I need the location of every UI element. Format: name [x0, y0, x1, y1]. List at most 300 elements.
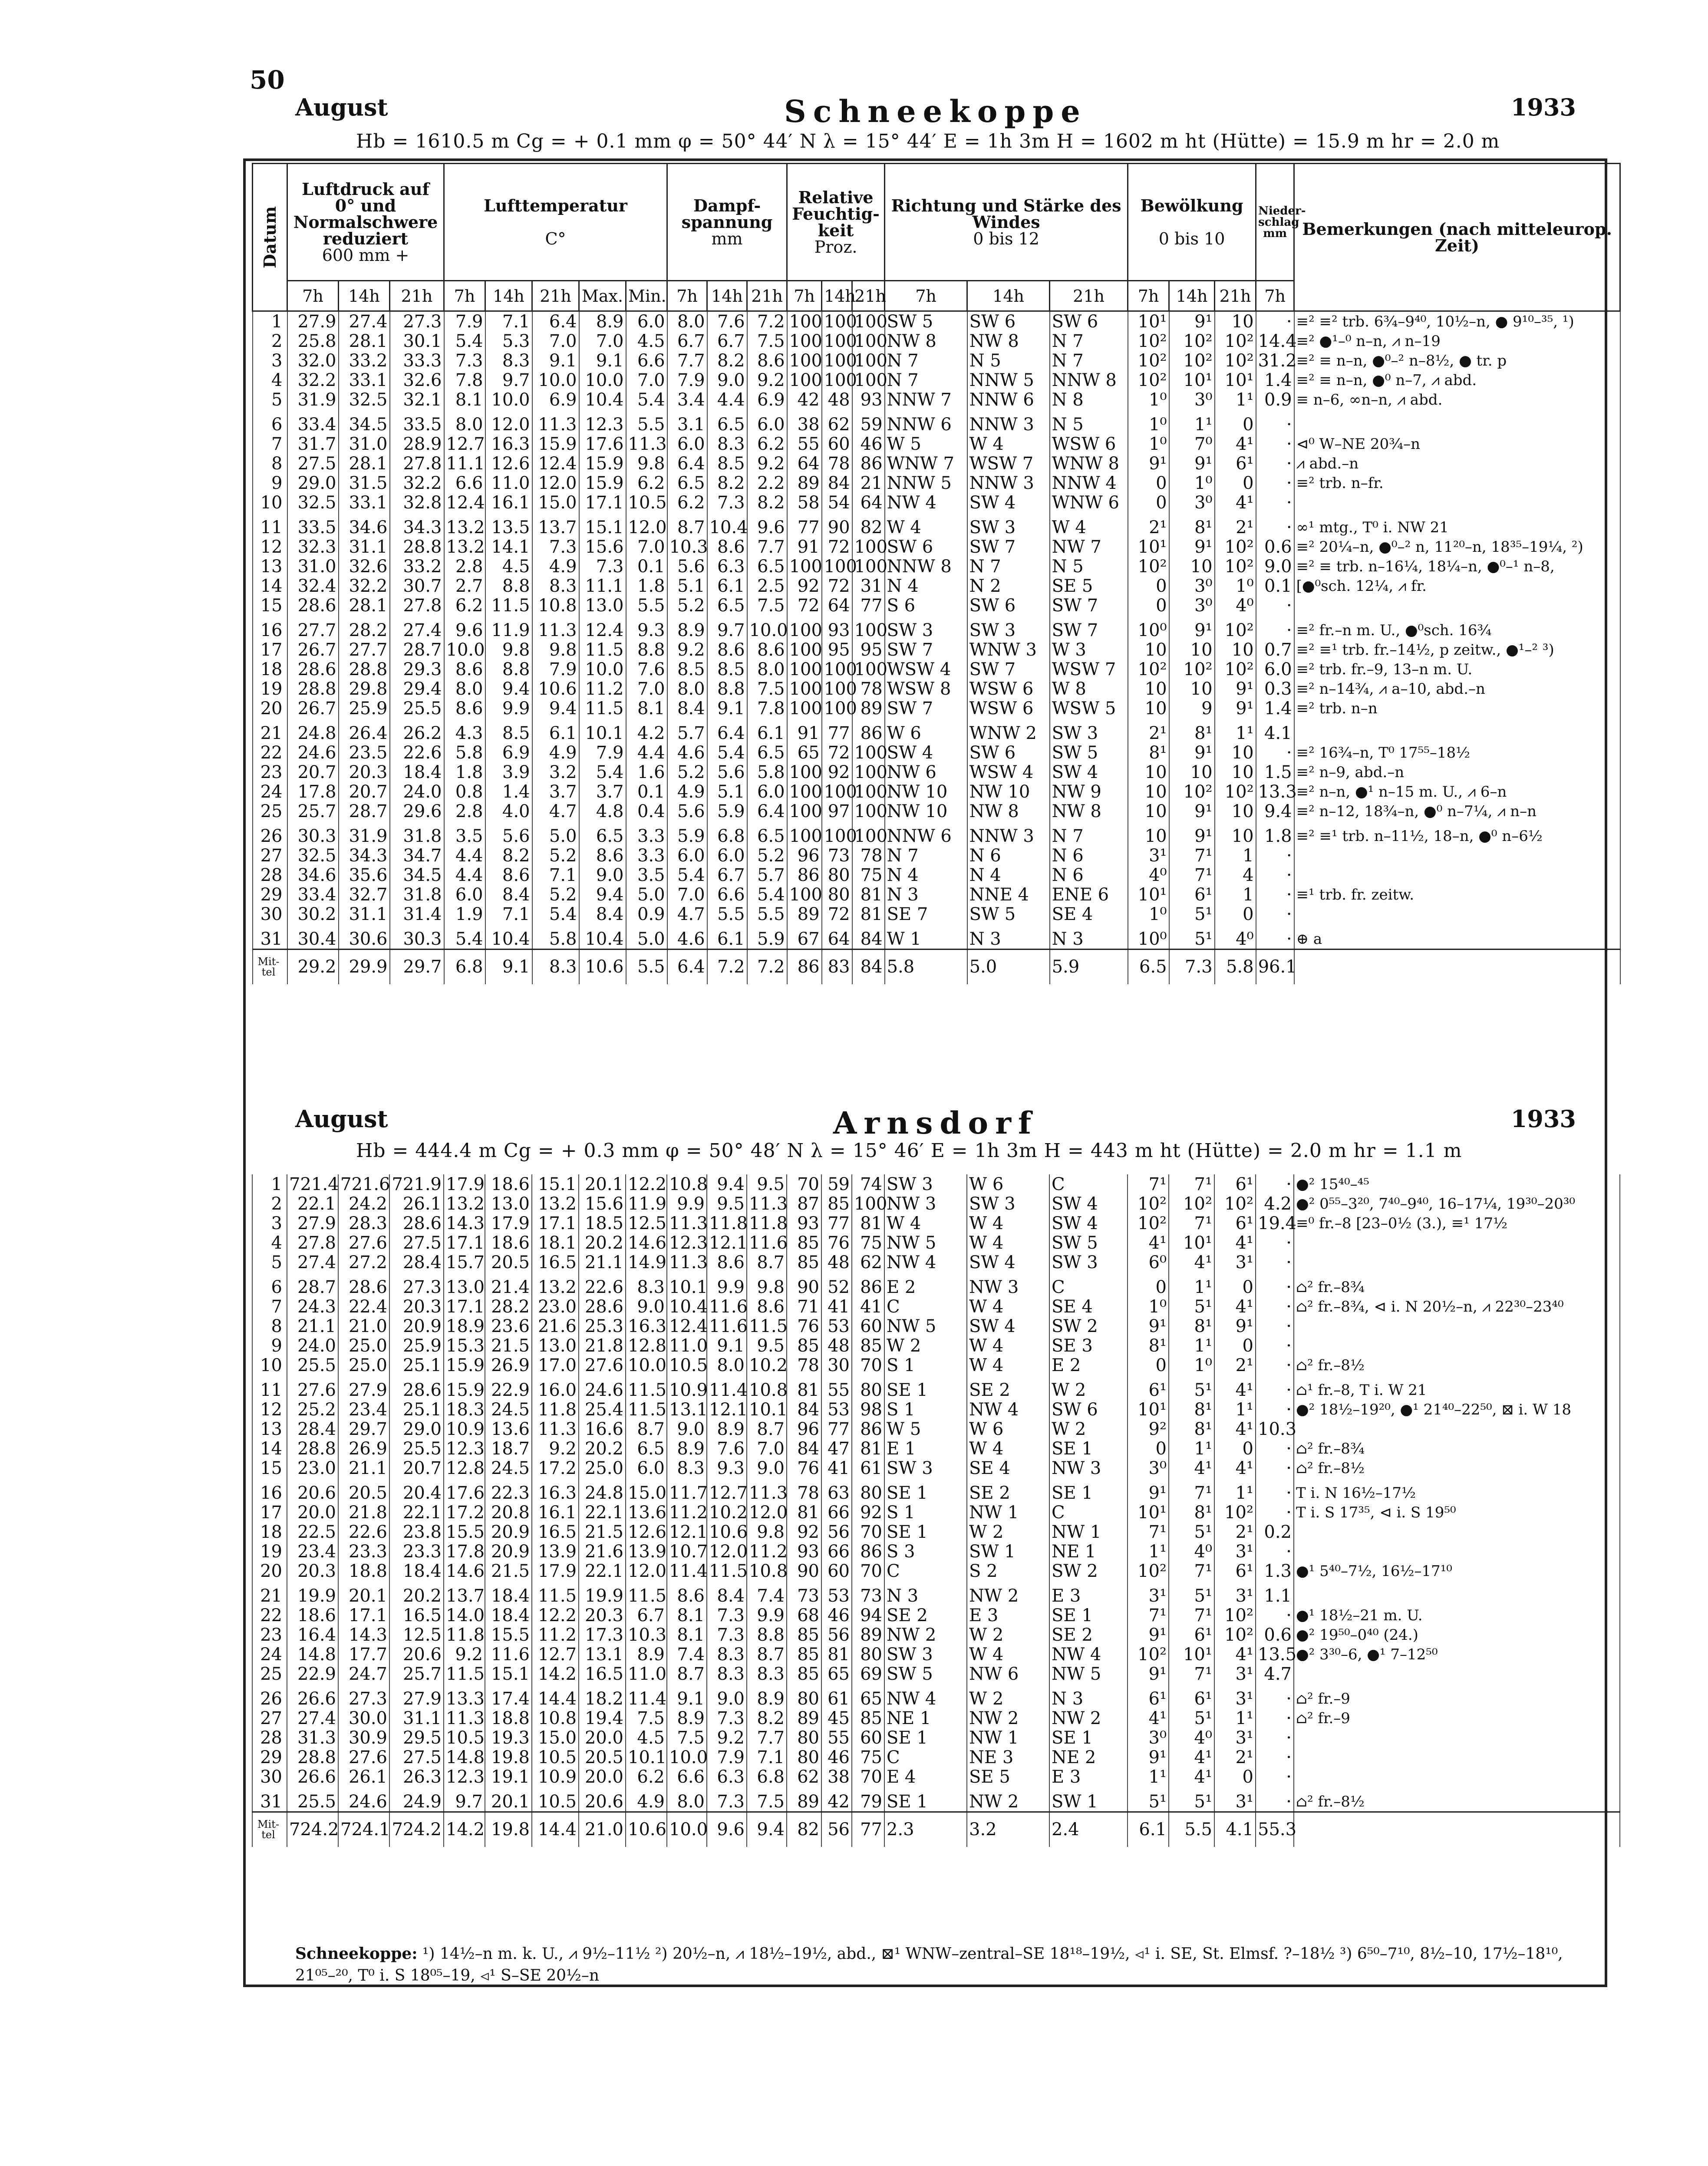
table-cell: 10² — [1169, 351, 1215, 370]
table-cell: 10.1 — [747, 1400, 787, 1419]
table-cell: 0.6 — [1256, 1625, 1294, 1645]
table-cell: 11.0 — [667, 1336, 707, 1355]
table-cell: 9.4 — [485, 679, 532, 699]
table-cell: 17.9 — [532, 1561, 579, 1581]
table-cell: 14.6 — [444, 1561, 485, 1581]
table-cell: 0 — [1128, 576, 1169, 596]
table-cell: 9.2 — [707, 1728, 747, 1747]
table-cell: 6.5 — [747, 821, 787, 846]
table-cell: 12.6 — [626, 1522, 667, 1542]
table-cell: 8.2 — [747, 493, 787, 512]
remark-cell — [1294, 493, 1620, 512]
table-cell: NW 1 — [1049, 1522, 1128, 1542]
table-cell: 0 — [1215, 473, 1256, 493]
table-cell: · — [1256, 1336, 1294, 1355]
table-cell: 25.5 — [287, 1787, 338, 1812]
table-cell: 25.7 — [389, 1664, 444, 1684]
table-cell: 21.1 — [338, 1458, 389, 1478]
date-cell: 1 — [252, 1174, 287, 1194]
table-cell: 19.4 — [579, 1708, 626, 1728]
remark-cell: ●² 19⁵⁰–0⁴⁰ (24.) — [1294, 1625, 1620, 1645]
table-cell: · — [1256, 1233, 1294, 1253]
table-cell: 3.2 — [967, 1812, 1049, 1847]
table-cell: 13.9 — [626, 1542, 667, 1561]
table-cell: 20.0 — [287, 1503, 338, 1522]
table-cell: 30.3 — [390, 924, 444, 949]
table-cell: 7.5 — [747, 679, 787, 699]
table-cell: 4¹ — [1169, 1767, 1214, 1787]
table-cell: NW 4 — [884, 1253, 967, 1272]
table-cell: 8.6 — [747, 351, 787, 370]
table-cell: 17.7 — [338, 1645, 389, 1664]
table-cell: 84 — [787, 1439, 821, 1458]
table-cell: 76 — [821, 1233, 852, 1253]
table-cell: 34.3 — [339, 846, 390, 865]
table-cell: SE 2 — [1049, 1625, 1128, 1645]
table-cell: 9.9 — [667, 1194, 707, 1213]
table-cell: 5.6 — [707, 762, 747, 782]
col-luftdruck — [287, 164, 444, 281]
table-cell: 100 — [787, 801, 822, 821]
table-cell: 100 — [852, 537, 885, 557]
table-cell: 100 — [787, 640, 822, 659]
table-cell: NW 5 — [884, 1233, 967, 1253]
table-cell: 8¹ — [1169, 718, 1215, 743]
table-cell: 17.1 — [444, 1297, 485, 1316]
table-cell: 86 — [787, 865, 822, 885]
table-cell: SW 3 — [885, 615, 967, 640]
table-cell: 6.8 — [707, 821, 747, 846]
table-cell: 62 — [852, 1253, 884, 1272]
table-cell: 8.0 — [747, 659, 787, 679]
table-cell: WNW 3 — [967, 640, 1050, 659]
table-cell: 34.3 — [390, 512, 444, 537]
table-cell: 14.4 — [532, 1684, 579, 1708]
table-cell: SW 4 — [1050, 762, 1128, 782]
table-row — [252, 1664, 1620, 1684]
table-cell: 18.3 — [444, 1400, 485, 1419]
table-cell: 7.5 — [626, 1708, 667, 1728]
table-cell: 100 — [852, 743, 885, 762]
table-cell: W 2 — [884, 1336, 967, 1355]
table-cell: 4.4 — [707, 390, 747, 409]
table-cell: 7¹ — [1169, 1561, 1214, 1581]
table-cell: C — [884, 1747, 967, 1767]
table-cell: 8.1 — [626, 699, 667, 718]
table-cell: 26.3 — [389, 1767, 444, 1787]
table-cell: 11.8 — [532, 1400, 579, 1419]
table-cell: 34.7 — [390, 846, 444, 865]
station-title: Arnsdorf — [833, 1105, 1039, 1141]
time-header-cell: 14h — [822, 281, 852, 311]
table-cell: 7.9 — [579, 743, 626, 762]
table-cell: W 5 — [884, 1419, 967, 1439]
footnote — [295, 1943, 1598, 1987]
table-cell: 38 — [787, 409, 822, 434]
table-cell: SW 4 — [967, 1253, 1049, 1272]
table-cell: 11.6 — [485, 1645, 532, 1664]
table-cell: 18.2 — [579, 1684, 626, 1708]
table-cell: 42 — [821, 1787, 852, 1812]
table-cell: 7.9 — [707, 1747, 747, 1767]
table-cell: 28.4 — [287, 1419, 338, 1439]
table-cell: 6.5 — [1128, 949, 1169, 984]
table-cell: 6⁰ — [1128, 1253, 1169, 1272]
table-cell: 10¹ — [1128, 537, 1169, 557]
table-cell: 29.3 — [390, 659, 444, 679]
table-cell: 8.5 — [667, 659, 707, 679]
table-cell: 5.4 — [444, 331, 485, 351]
table-cell: 8.5 — [707, 659, 747, 679]
table-cell: 85 — [852, 1708, 884, 1728]
table-cell: 32.6 — [390, 370, 444, 390]
table-cell: 85 — [787, 1336, 821, 1355]
table-cell: 31.4 — [390, 904, 444, 924]
table-cell: 46 — [852, 434, 885, 454]
table-cell: 3⁰ — [1128, 1728, 1169, 1747]
table-cell: 6.3 — [707, 557, 747, 576]
table-cell: 29.6 — [390, 801, 444, 821]
table-cell: 1⁰ — [1215, 576, 1256, 596]
table-cell: 2¹ — [1214, 1747, 1256, 1767]
table-cell: 34.5 — [339, 409, 390, 434]
table-cell: 73 — [852, 1581, 884, 1606]
table-cell: · — [1256, 1767, 1294, 1787]
table-row — [252, 1194, 1620, 1213]
table-cell: 6.7 — [626, 1606, 667, 1625]
table-cell: 4¹ — [1214, 1458, 1256, 1478]
table-cell: 9¹ — [1128, 1747, 1169, 1767]
table-cell: 12.7 — [707, 1478, 747, 1503]
bewoelkung-unit: 0 bis 10 — [1158, 229, 1225, 248]
table-cell: SE 2 — [967, 1375, 1049, 1400]
remark-cell: ≡² 16¾–n, T⁰ 17⁵⁵–18½ — [1294, 743, 1620, 762]
table-cell: 80 — [852, 1478, 884, 1503]
table-cell: 17.3 — [579, 1625, 626, 1645]
table-cell: SW 4 — [967, 493, 1050, 512]
table-cell: 18.1 — [532, 1233, 579, 1253]
table-cell: 84 — [822, 473, 852, 493]
table-cell: 23.3 — [389, 1542, 444, 1561]
table-cell: 100 — [852, 370, 885, 390]
table-cell: 8.2 — [747, 1708, 787, 1728]
table-cell: 8.3 — [707, 1645, 747, 1664]
table-cell: · — [1256, 1478, 1294, 1503]
table-row — [253, 659, 1620, 679]
table-cell: 15.6 — [579, 1194, 626, 1213]
table-cell: 11.9 — [485, 615, 532, 640]
table-cell: 73 — [787, 1581, 821, 1606]
table-cell: 98 — [852, 1400, 884, 1419]
table-cell: SW 3 — [967, 1194, 1049, 1213]
table-cell: 2¹ — [1128, 718, 1169, 743]
table-cell: 5.6 — [667, 801, 707, 821]
table-cell: 5.4 — [532, 904, 579, 924]
table-row — [252, 1316, 1620, 1336]
table-cell: 24.0 — [390, 782, 444, 801]
table-cell: 60 — [852, 1316, 884, 1336]
table-row — [252, 1355, 1620, 1375]
table-cell: 7.3 — [707, 1606, 747, 1625]
table-cell: 24.6 — [338, 1787, 389, 1812]
table-cell: N 7 — [885, 351, 967, 370]
table-row — [253, 718, 1620, 743]
table-cell: 61 — [821, 1684, 852, 1708]
table-cell: 27.6 — [287, 1375, 338, 1400]
table-cell: 14.2 — [444, 1812, 485, 1847]
table-cell: 10.8 — [532, 1708, 579, 1728]
table-cell: SW 3 — [884, 1645, 967, 1664]
table-row — [252, 1581, 1620, 1606]
table-cell: 0.1 — [1256, 576, 1294, 596]
table-cell: 6.2 — [667, 493, 707, 512]
table-cell: NW 3 — [1049, 1458, 1128, 1478]
table-cell: NW 5 — [884, 1316, 967, 1336]
table-cell: 0 — [1128, 596, 1169, 615]
table-cell: 7.6 — [707, 311, 747, 332]
table-cell: 60 — [821, 1561, 852, 1581]
table-cell: 33.2 — [390, 557, 444, 576]
table-cell: 32.6 — [339, 557, 390, 576]
table-cell: 76 — [787, 1458, 821, 1478]
remark-cell: ⌂² fr.–9 — [1294, 1684, 1620, 1708]
table-cell: 29.8 — [339, 679, 390, 699]
table-cell: SW 7 — [967, 537, 1050, 557]
table-cell: 10 — [1215, 801, 1256, 821]
table-cell: 12.1 — [667, 1522, 707, 1542]
table-cell: C — [1049, 1503, 1128, 1522]
remark-cell: ≡² trb. n–n — [1294, 699, 1620, 718]
table-cell: 22.6 — [579, 1272, 626, 1297]
table-cell: WSW 4 — [885, 659, 967, 679]
table-row — [253, 557, 1620, 576]
table-cell: 20.1 — [338, 1581, 389, 1606]
table-cell: SE 1 — [884, 1728, 967, 1747]
table-cell: 5.2 — [667, 596, 707, 615]
table-cell: 28.3 — [338, 1213, 389, 1233]
remark-cell — [1294, 1336, 1620, 1355]
table-cell: N 6 — [1050, 846, 1128, 865]
table-cell: 81 — [852, 904, 885, 924]
table-cell: 5.4 — [444, 924, 485, 949]
table-cell: 12.1 — [707, 1400, 747, 1419]
table-cell: 4.1 — [1256, 718, 1294, 743]
table-row — [252, 1297, 1620, 1316]
table-cell: 70 — [852, 1355, 884, 1375]
feucht-title: Relative Feuchtig-keit — [792, 187, 880, 240]
table-cell: 3⁰ — [1169, 576, 1215, 596]
table-cell: · — [1256, 1355, 1294, 1375]
table-cell: 55.3 — [1256, 1812, 1294, 1847]
remark-cell: ≡ n–6, ∞n–n, ⩘ abd. — [1294, 390, 1620, 409]
table-cell: 8.6 — [747, 640, 787, 659]
table-cell: 8.9 — [707, 1419, 747, 1439]
table-cell: 6.5 — [579, 821, 626, 846]
table-cell: 31.7 — [287, 434, 339, 454]
table-cell: 9.0 — [707, 1684, 747, 1708]
table-cell: 9.2 — [747, 370, 787, 390]
table-cell: 7.2 — [747, 311, 787, 332]
table-cell: 11.7 — [667, 1478, 707, 1503]
table-cell: SE 1 — [884, 1522, 967, 1542]
table-cell: 20.7 — [287, 762, 339, 782]
table-cell: 6.5 — [747, 557, 787, 576]
table-cell: 6.5 — [626, 1439, 667, 1458]
table-cell: 3¹ — [1214, 1728, 1256, 1747]
table-cell: · — [1256, 512, 1294, 537]
table-cell: 89 — [787, 473, 822, 493]
table-cell: W 4 — [967, 1645, 1049, 1664]
table-cell: 10¹ — [1215, 370, 1256, 390]
table-cell: 10² — [1215, 351, 1256, 370]
table-cell: 10² — [1128, 1561, 1169, 1581]
table-cell: 70 — [852, 1522, 884, 1542]
table-cell: 21.5 — [485, 1336, 532, 1355]
table-cell: 9.4 — [707, 1174, 747, 1194]
table-cell: 5.0 — [626, 924, 667, 949]
table-cell: 100 — [787, 659, 822, 679]
table-cell: 27.2 — [338, 1253, 389, 1272]
table-cell: 22.9 — [485, 1375, 532, 1400]
table-cell: 10 — [1169, 557, 1215, 576]
table-cell: 13.7 — [444, 1581, 485, 1606]
table-cell: 8.1 — [667, 1606, 707, 1625]
table-cell: 15.7 — [444, 1253, 485, 1272]
table-row — [252, 1684, 1620, 1708]
table-cell: 27.5 — [389, 1747, 444, 1767]
table-cell: 66 — [821, 1542, 852, 1561]
table-cell: 65 — [821, 1664, 852, 1684]
table-cell: 5¹ — [1169, 1522, 1214, 1542]
table-cell: 8.4 — [485, 885, 532, 904]
table-cell: 48 — [821, 1253, 852, 1272]
table-cell: NW 8 — [885, 331, 967, 351]
table-cell: W 4 — [967, 1297, 1049, 1316]
table-cell: 64 — [822, 596, 852, 615]
time-header-cell: 21h — [1215, 281, 1256, 311]
table-cell: SW 5 — [885, 311, 967, 332]
table-cell: 5.1 — [667, 576, 707, 596]
date-cell: 12 — [253, 537, 287, 557]
table-cell: 15.1 — [579, 512, 626, 537]
table-cell: 4¹ — [1214, 1645, 1256, 1664]
table-cell: 7¹ — [1169, 1664, 1214, 1684]
table-cell: WSW 7 — [1050, 659, 1128, 679]
table-cell: 85 — [821, 1194, 852, 1213]
table-cell: W 1 — [885, 924, 967, 949]
table-cell: 11.4 — [667, 1561, 707, 1581]
table-cell: 7.8 — [747, 699, 787, 718]
table-cell: 11.1 — [444, 454, 485, 473]
table-cell: 5.7 — [747, 865, 787, 885]
table-cell: 10¹ — [1169, 1645, 1214, 1664]
table-cell: 32.5 — [287, 493, 339, 512]
table-cell: 6.0 — [747, 409, 787, 434]
table-cell: NNW 6 — [885, 409, 967, 434]
table-cell: 24.7 — [338, 1664, 389, 1684]
date-cell: 6 — [253, 409, 287, 434]
table-cell: SE 1 — [884, 1787, 967, 1812]
table-cell: NW 2 — [1049, 1708, 1128, 1728]
table-cell: 3.1 — [667, 409, 707, 434]
table-cell: 89 — [787, 1708, 821, 1728]
table-cell: 100 — [787, 331, 822, 351]
table-cell: 14.0 — [444, 1606, 485, 1625]
table-cell: · — [1256, 1297, 1294, 1316]
table-cell: 27.5 — [287, 454, 339, 473]
table-row — [252, 1645, 1620, 1664]
table-cell: 5.2 — [667, 762, 707, 782]
table-cell: 1⁰ — [1128, 390, 1169, 409]
table-cell: 29.0 — [287, 473, 339, 493]
table-cell: 54 — [822, 493, 852, 512]
table-cell: 70 — [852, 1561, 884, 1581]
table-cell: 10.4 — [707, 512, 747, 537]
date-cell: 9 — [252, 1336, 287, 1355]
table-cell: 6.5 — [747, 743, 787, 762]
lufttemp-unit: C° — [545, 229, 566, 248]
table-cell: 20.2 — [389, 1581, 444, 1606]
table-cell: 38 — [821, 1767, 852, 1787]
table-cell: 6.6 — [626, 351, 667, 370]
date-cell: 23 — [253, 762, 287, 782]
table-cell: 27.6 — [338, 1747, 389, 1767]
table-cell: 5.0 — [967, 949, 1050, 984]
table-cell: W 8 — [1050, 679, 1128, 699]
table-cell: 77 — [822, 718, 852, 743]
table-cell: NNW 8 — [885, 557, 967, 576]
time-header-cell: 21h — [1050, 281, 1128, 311]
table-cell: 22.9 — [287, 1664, 338, 1684]
table-cell: N 7 — [885, 370, 967, 390]
table-cell: SE 2 — [967, 1478, 1049, 1503]
table-cell: 10.2 — [707, 1503, 747, 1522]
table-row — [253, 846, 1620, 865]
table-cell: 1¹ — [1214, 1478, 1256, 1503]
table-row — [253, 331, 1620, 351]
table-cell: 4.7 — [667, 904, 707, 924]
table-cell: 10.5 — [532, 1747, 579, 1767]
table-cell: 4¹ — [1214, 1233, 1256, 1253]
remark-cell: ≡² n–n, ●¹ n–15 m. U., ⩘ 6–n — [1294, 782, 1620, 801]
table-cell: 79 — [852, 1787, 884, 1812]
table-cell: 8.3 — [485, 351, 532, 370]
table-cell: 13.1 — [579, 1645, 626, 1664]
remark-cell — [1294, 1542, 1620, 1561]
table-cell: SW 7 — [1050, 596, 1128, 615]
table-cell: 10² — [1215, 782, 1256, 801]
table-cell: 10 — [1128, 699, 1169, 718]
table-cell: 27.4 — [390, 615, 444, 640]
table-cell: 26.9 — [485, 1355, 532, 1375]
table-cell: 8.4 — [579, 904, 626, 924]
remark-cell: T i. S 17³⁵, ⊲ i. S 19⁵⁰ — [1294, 1503, 1620, 1522]
table-cell: 100 — [852, 782, 885, 801]
table-row — [252, 1542, 1620, 1561]
table-cell: 9.7 — [444, 1787, 485, 1812]
table-cell: 18.8 — [338, 1561, 389, 1581]
table-cell: 9¹ — [1169, 615, 1215, 640]
table-cell: 1¹ — [1169, 1439, 1214, 1458]
table-cell: 100 — [787, 370, 822, 390]
time-header-cell: 21h — [852, 281, 885, 311]
table-cell: 27.9 — [287, 1213, 338, 1233]
table-row — [253, 699, 1620, 718]
table-cell: 4¹ — [1214, 1297, 1256, 1316]
table-cell: 60 — [852, 1728, 884, 1747]
table-cell: 20.7 — [339, 782, 390, 801]
table-cell: 32.3 — [287, 537, 339, 557]
